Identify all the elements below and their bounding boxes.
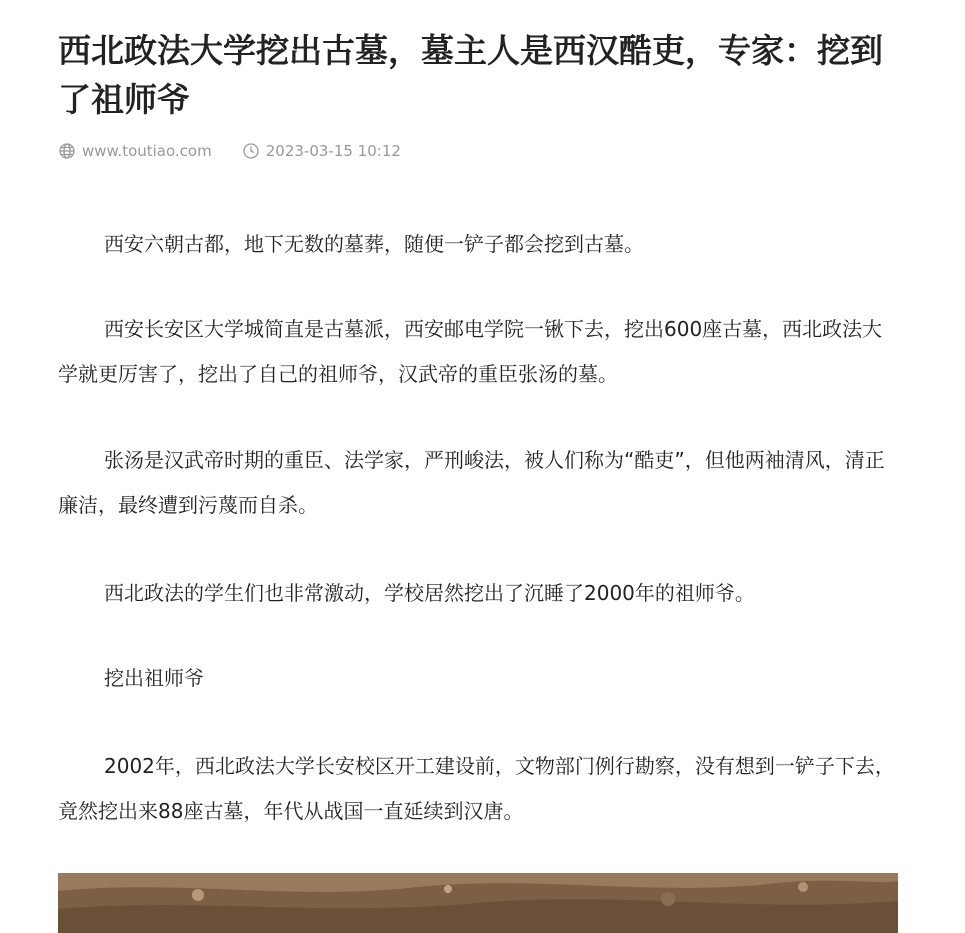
paragraph: 2002年，西北政法大学长安校区开工建设前，文物部门例行勘察，没有想到一铲子下去，竟然挖出来88座古墓，年代从战国一直延续到汉唐。 (58, 754, 895, 823)
article-photo (58, 873, 898, 933)
article-meta (58, 140, 401, 162)
paragraph: 西安长安区大学城简直是古墓派，西安邮电学院一锹下去，挖出600座古墓，西北政法大学就更厉害了，挖出了自己的祖师爷，汉武帝的重臣张汤的墓。 (58, 317, 883, 386)
paragraph: 西北政法的学生们也非常激动，学校居然挖出了沉睡了2000年的祖师爷。 (104, 581, 755, 605)
paragraph: 挖出祖师爷 (104, 666, 204, 690)
publish-datetime: 2023-03-15 10:12 (265, 142, 401, 160)
globe-icon (58, 142, 76, 160)
source-link[interactable]: www.toutiao.com (82, 142, 212, 160)
paragraph: 西安六朝古都，地下无数的墓葬，随便一铲子都会挖到古墓。 (104, 232, 644, 256)
article-title: 西北政法大学挖出古墓，墓主人是西汉酷吏，专家：挖到了祖师爷 (58, 31, 883, 119)
paragraph: 张汤是汉武帝时期的重臣、法学家，严刑峻法，被人们称为“酷吏”，但他两袖清风，清正廉洁，最终遭到污蔑而自杀。 (58, 448, 885, 517)
source-info (58, 142, 212, 160)
publish-time (242, 142, 401, 160)
clock-icon (242, 142, 260, 160)
